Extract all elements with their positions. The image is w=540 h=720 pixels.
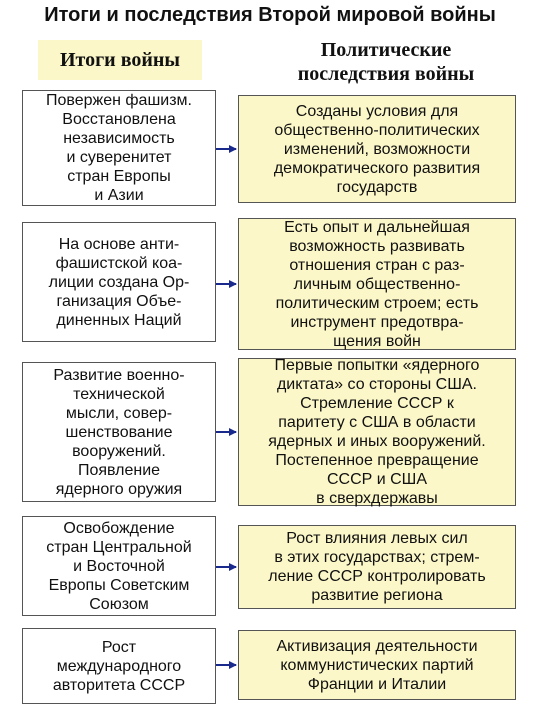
- header-political-consequences-text: Политические последствия войны: [297, 39, 475, 85]
- result-text-1: Повержен фашизм. Восстановлена независимость и суверенитет стран Европы и Азии: [45, 92, 192, 204]
- consequence-text-3: Первые попытки «ядерного диктата» со стороны США. Стремление СССР к паритету с США в области ядерных и иных вооружений. Постепенное превращение СССР и США в сверхдержавы: [268, 357, 486, 507]
- result-text-2: На основе анти- фашистской коа- лиции создана Ор- ганизация Объе- диненных Наций: [48, 235, 190, 329]
- consequence-text-5: Активизация деятельности коммунистических партий Франции и Италии: [276, 637, 478, 693]
- result-text-4: Освобождение стран Центральной и Восточной Европы Советским Союзом: [46, 519, 192, 613]
- result-text-5: Рост международного авторитета СССР: [52, 638, 186, 694]
- consequence-text-1: Созданы условия для общественно-политических изменений, возможности демократического развития государств: [273, 102, 481, 196]
- result-text-3: Развитие военно- технической мысли, совер- шенствование вооружений. Появление ядерного оружия: [53, 366, 185, 498]
- page-title: Итоги и последствия Второй мировой войны: [44, 4, 496, 26]
- consequence-text-4: Рост влияния левых сил в этих государствах; стрем- ление СССР контролировать развитие региона: [268, 530, 486, 604]
- header-war-results: Итоги войны: [38, 40, 202, 80]
- consequence-text-2: Есть опыт и дальнейшая возможность развивать отношения стран с раз- личным общественно- политическим строем; есть инструмент предотвра- щения войн: [275, 218, 479, 350]
